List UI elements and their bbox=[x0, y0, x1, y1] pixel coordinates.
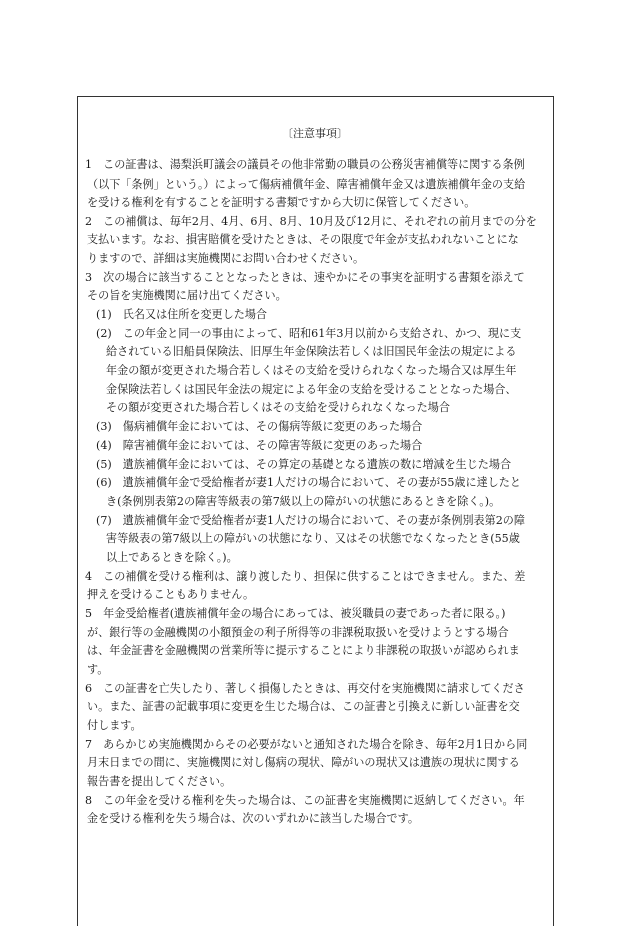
text-line: 押えを受けることもありません。 bbox=[87, 588, 255, 601]
text-line: 付します。 bbox=[87, 719, 142, 732]
text-line: 6 この証書を亡失したり、著しく損傷したときは、再交付を実施機関に請求してくださ bbox=[85, 682, 525, 695]
text-line: 3 次の場合に該当することとなったときは、速やかにその事実を証明する書類を添えて bbox=[85, 271, 525, 284]
text-line: (2) この年金と同一の事由によって、昭和61年3月以前から支給され、かつ、現に支 bbox=[96, 327, 522, 340]
text-line: 給されている旧船員保険法、旧厚生年金保険法若しくは旧国民年金法の規定による bbox=[106, 345, 517, 358]
text-line: い。また、証書の記載事項に変更を生じた場合は、この証書と引換えに新しい証書を交 bbox=[87, 700, 520, 713]
text-line: 金保険法若しくは国民年金法の規定による年金の支給を受けることとなった場合、 bbox=[106, 383, 517, 396]
text-line: は、年金証書を金融機関の営業所等に提示することにより非課税の取扱いが認められま bbox=[87, 644, 520, 657]
text-line: 支払います。なお、損害賠償を受けたときは、その限度で年金が支払われないことにな bbox=[87, 233, 519, 246]
text-line: 2 この補償は、毎年2月、4月、6月、8月、10月及び12月に、それぞれの前月までの分を bbox=[85, 215, 537, 228]
text-line: （以下「条例」という。）によって傷病補償年金、障害補償年金又は遺族補償年金の支給 bbox=[87, 178, 526, 191]
text-line: (1) 氏名又は住所を変更した場合 bbox=[96, 308, 268, 321]
text-line: 1 この証書は、湯梨浜町議会の議員その他非常勤の職員の公務災害補償等に関する条例 bbox=[85, 158, 525, 171]
text-line: 年金の額が変更された場合若しくはその支給を受けられなくなった場合又は厚生年 bbox=[106, 364, 517, 377]
text-line: その旨を実施機関に届け出てください。 bbox=[87, 289, 287, 302]
text-line: 以上であるときを除く。)。 bbox=[106, 551, 238, 564]
text-line: 8 この年金を受ける権利を失った場合は、この証書を実施機関に返納してください。年 bbox=[85, 794, 525, 807]
text-line: 4 この補償を受ける権利は、譲り渡したり、担保に供することはできません。また、差 bbox=[85, 570, 526, 583]
text-line: が、銀行等の金融機関の小額預金の利子所得等の非課税取扱いを受けようとする場合 bbox=[87, 626, 509, 639]
text-line: す。 bbox=[87, 663, 109, 676]
text-line: (4) 障害補償年金においては、その障害等級に変更のあった場合 bbox=[96, 439, 423, 452]
notice-title: 〔注意事項〕 bbox=[282, 127, 348, 140]
text-line: 報告書を提出してください。 bbox=[87, 775, 232, 788]
text-line: を受ける権利を有することを証明する書類ですから大切に保管してください。 bbox=[87, 196, 476, 209]
text-line: (5) 遺族補償年金においては、その算定の基礎となる遺族の数に増減を生じた場合 bbox=[96, 458, 512, 471]
text-line: 金を受ける権利を失う場合は、次のいずれかに該当した場合です。 bbox=[87, 812, 419, 825]
text-line: (6) 遺族補償年金で受給権者が妻1人だけの場合において、その妻が55歳に達したと bbox=[96, 476, 521, 489]
text-line: 月末日までの間に、実施機関に対し傷病の現状、障がいの現状又は遺族の現状に関する bbox=[87, 756, 520, 769]
text-line: その額が変更された場合若しくはその支給を受けられなくなった場合 bbox=[106, 401, 450, 414]
text-line: 害等級表の第7級以上の障がいの状態になり、又はその状態でなくなったとき(55歳 bbox=[106, 532, 520, 545]
text-line: 5 年金受給権者(遺族補償年金の場合にあっては、被災職員の妻であった者に限る。) bbox=[85, 607, 506, 620]
text-line: き(条例別表第2の障害等級表の第7級以上の障がいの状態にあるときを除く。)。 bbox=[106, 495, 501, 508]
text-line: (3) 傷病補償年金においては、その傷病等級に変更のあった場合 bbox=[96, 420, 423, 433]
text-line: りますので、詳細は実施機関にお問い合わせください。 bbox=[87, 252, 365, 265]
text-line: (7) 遺族補償年金で受給権者が妻1人だけの場合において、その妻が条例別表第2の障 bbox=[96, 514, 525, 527]
text-line: 7 あらかじめ実施機関からその必要がないと通知された場合を除き、毎年2月1日から同 bbox=[85, 738, 528, 751]
